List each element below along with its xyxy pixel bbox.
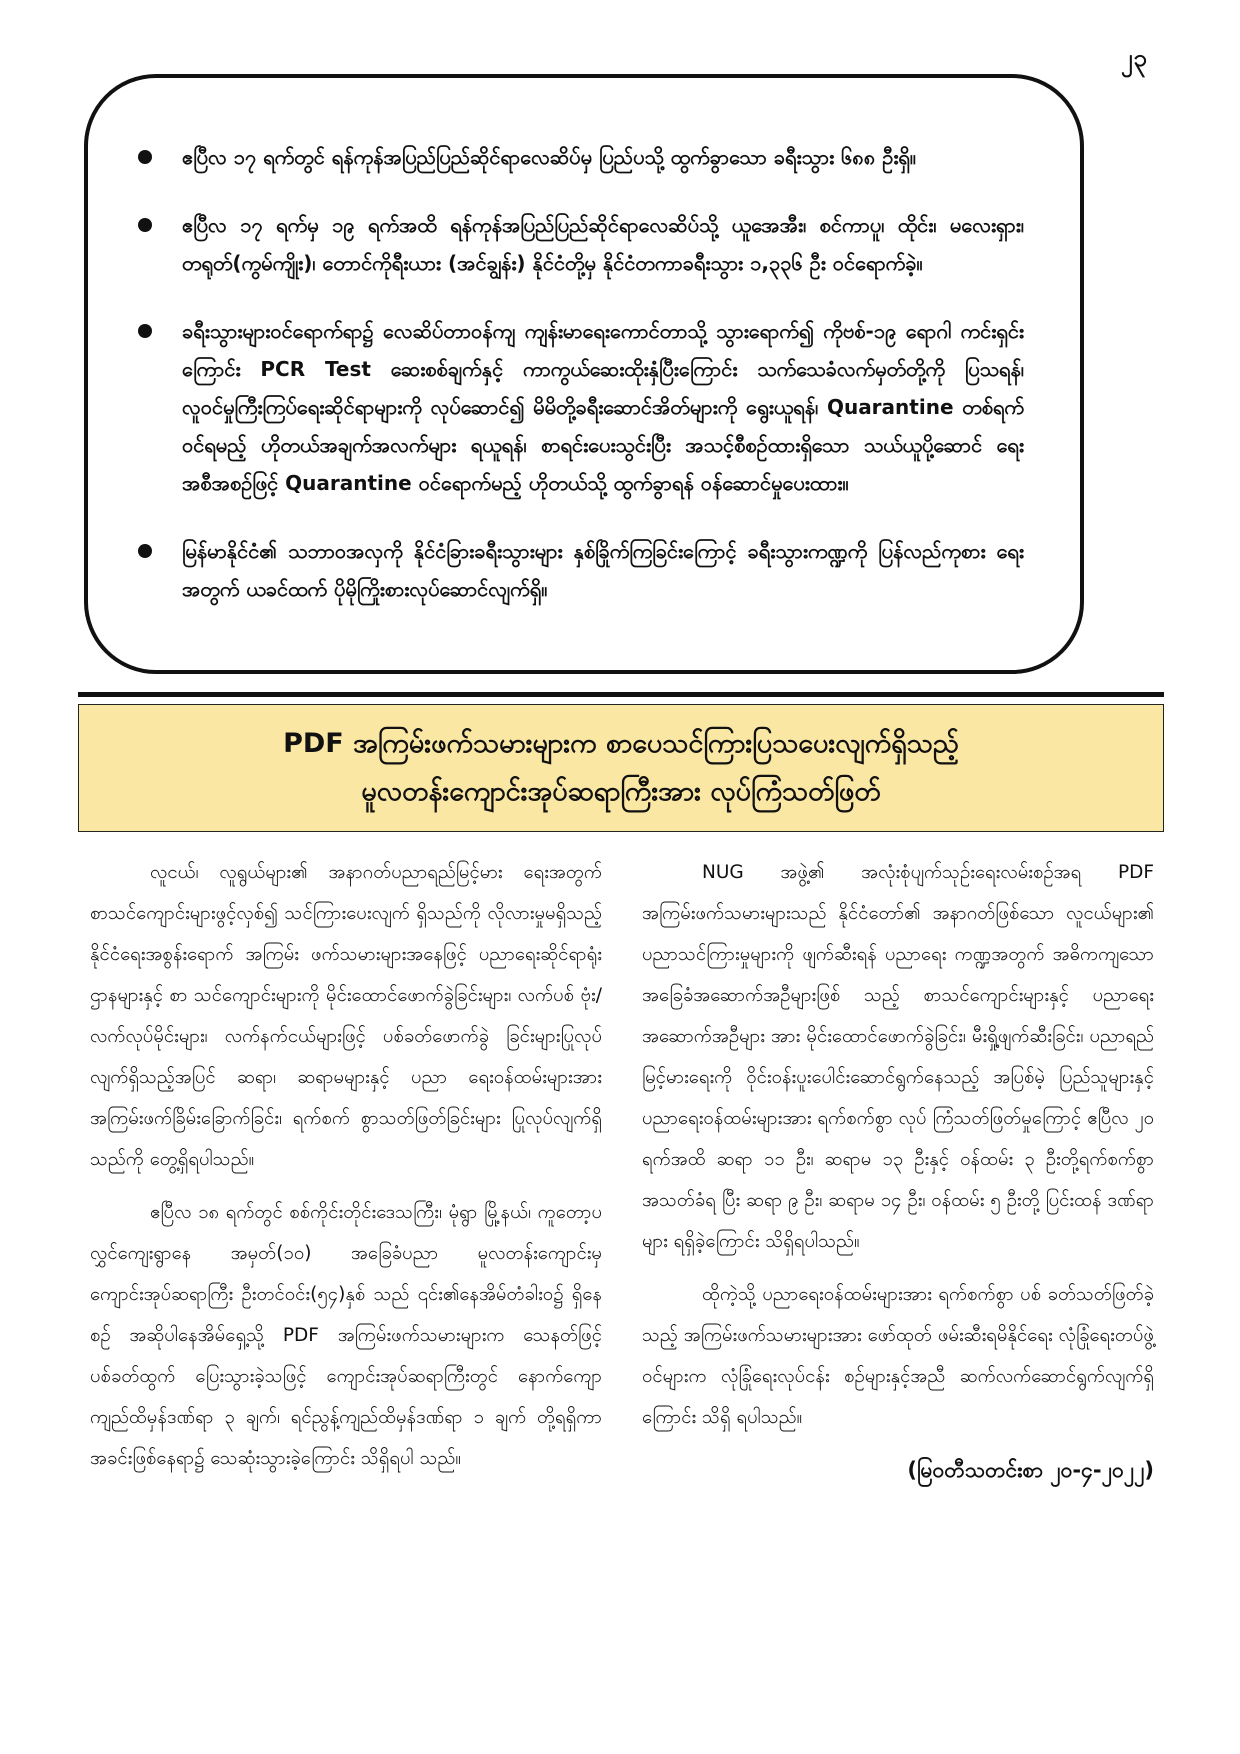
summary-item-text: ခရီးသွားများဝင်ရောက်ရာ၌ လေဆိပ်တာဝန်ကျ ကျန်းမာရေးကောင်တာသို့ သွားရောက်၍ ကိုဗစ်-၁၉ ရောဂါ ကင်းရှင်းကြောင်း PCR Test ဆေးစစ်ချက်နှင့် ကာကွယ်ဆေးထိုးနှံပြီးကြောင်း သက်သေခံလက်မှတ်တို့ကို ပြသရန်၊ လူဝင်မှုကြီးကြပ်ရေးဆိုင်ရာများကို လုပ်ဆောင်၍ မိမိတို့ခရီးဆောင်အိတ်များကို ရွေးယူရန်၊ Quarantine တစ်ရက် ဝင်ရမည့် ဟိုတယ်အချက်အလက်များ ရယူရန်၊ စာရင်းပေးသွင်းပြီး အသင့်စီစဉ်ထားရှိသော သယ်ယူပို့ဆောင် ရေးအစီအစဉ်ဖြင့် Quarantine ဝင်ရောက်မည့် ဟိုတယ်သို့ ထွက်ခွာရန် ဝန်ဆောင်မှုပေးထား။ xyxy=(182,319,1024,495)
article-source: (မြဝတီသတင်းစာ ၂၀-၄-၂၀၂၂) xyxy=(907,1458,1154,1482)
summary-item-text: ဧပြီလ ၁၇ ရက်မှ ၁၉ ရက်အထိ ရန်ကုန်အပြည်ပြည်ဆိုင်ရာလေဆိပ်သို့ ယူအေအီး၊ စင်ကာပူ၊ ထိုင်း၊ မလေးရှား၊ တရုတ်(ကွမ်ကျိုး)၊ တောင်ကိုရီးယား (အင်ချွန်း) နိုင်ငံတို့မှ နိုင်ငံတကာခရီးသွား ၁,၃၃၆ ဦး ဝင်ရောက်ခဲ့။ xyxy=(182,213,1024,275)
headline-line-2: မူလတန်းကျောင်းအုပ်ဆရာကြီးအား လုပ်ကြံသတ်ဖြတ် xyxy=(361,776,881,807)
left-column xyxy=(90,852,602,1682)
summary-item xyxy=(138,206,1024,282)
summary-item-text: မြန်မာနိုင်ငံ၏ သဘာဝအလှကို နိုင်ငံခြားခရီးသွားများ နှစ်ခြိုက်ကြခြင်းကြောင့် ခရီးသွားကဏ္ဍကို ပြန်လည်ကုစား ရေးအတွက် ယခင်ထက် ပိုမိုကြိုးစားလုပ်ဆောင်လျက်ရှိ။ xyxy=(182,539,1024,601)
right-column xyxy=(642,852,1154,1682)
bullet-icon xyxy=(138,324,152,338)
summary-list xyxy=(138,138,1024,608)
article-body xyxy=(90,852,1154,1682)
article-paragraph: လူငယ်၊ လူရွယ်များ၏ အနာဂတ်ပညာရည်မြင့်မား ရေးအတွက် စာသင်ကျောင်းများဖွင့်လှစ်၍ သင်ကြားပေးလျက် ရှိသည်ကို လိုလားမှုမရှိသည့် နိုင်ငံရေးအစွန်းရောက် အကြမ်း ဖက်သမားများအနေဖြင့် ပညာရေးဆိုင်ရာရုံးဌာနများနှင့် စာ သင်ကျောင်းများကို မိုင်းထောင်ဖောက်ခွဲခြင်းများ၊ လက်ပစ် ဗုံး/လက်လုပ်မိုင်းများ၊ လက်နက်ငယ်များဖြင့် ပစ်ခတ်ဖောက်ခွဲ ခြင်းများပြုလုပ်လျက်ရှိသည့်အပြင် ဆရာ၊ ဆရာမများနှင့် ပညာ ရေးဝန်ထမ်းများအား အကြမ်းဖက်ခြိမ်းခြောက်ခြင်း၊ ရက်စက် စွာသတ်ဖြတ်ခြင်းများ ပြုလုပ်လျက်ရှိသည်ကို တွေ့ရှိရပါသည်။ xyxy=(90,862,602,1170)
article-paragraph: NUG အဖွဲ့၏ အလုံးစုံပျက်သုဉ်းရေးလမ်းစဉ်အရ PDF အကြမ်းဖက်သမားများသည် နိုင်ငံတော်၏ အနာဂတ်ဖြစ်သော လူငယ်များ၏ ပညာသင်ကြားမှုများကို ဖျက်ဆီးရန် ပညာရေး ကဏ္ဍအတွက် အဓိကကျသော အခြေခံအဆောက်အဦများဖြစ် သည့် စာသင်ကျောင်းများနှင့် ပညာရေးအဆောက်အဦများ အား မိုင်းထောင်ဖောက်ခွဲခြင်း၊ မီးရှို့ဖျက်ဆီးခြင်း၊ ပညာရည် မြင့်မားရေးကို ဝိုင်းဝန်းပူးပေါင်းဆောင်ရွက်နေသည့် အပြစ်မဲ့ ပြည်သူများနှင့် ပညာရေးဝန်ထမ်းများအား ရက်စက်စွာ လုပ် ကြံသတ်ဖြတ်မှုကြောင့် ဧပြီလ ၂၀ ရက်အထိ ဆရာ ၁၁ ဦး၊ ဆရာမ ၁၃ ဦးနှင့် ဝန်ထမ်း ၃ ဦးတို့ရက်စက်စွာ အသတ်ခံရ ပြီး ဆရာ ၉ ဦး၊ ဆရာမ ၁၄ ဦး၊ ဝန်ထမ်း ၅ ဦးတို့ ပြင်းထန် ဒဏ်ရာများ ရရှိခဲ့ကြောင်း သိရှိရပါသည်။ xyxy=(642,862,1154,1252)
summary-item xyxy=(138,532,1024,608)
article-paragraph: ဧပြီလ ၁၈ ရက်တွင် စစ်ကိုင်းတိုင်းဒေသကြီး၊ မုံရွာ မြို့နယ်၊ ကူတော့ပလွှင်ကျေးရွာနေ အမှတ်(၁၀) အခြေခံပညာ မူလတန်းကျောင်းမှ ကျောင်းအုပ်ဆရာကြီး ဦးတင်ဝင်း(၅၄)နှစ် သည် ၎င်း၏နေအိမ်တံခါးဝ၌ ရှိနေစဉ် အဆိုပါနေအိမ်ရှေ့သို့ PDF အကြမ်းဖက်သမားများက သေနတ်ဖြင့် ပစ်ခတ်ထွက် ပြေးသွားခဲ့သဖြင့် ကျောင်းအုပ်ဆရာကြီးတွင် နောက်ကျော ကျည်ထိမှန်ဒဏ်ရာ ၃ ချက်၊ ရင်ညွန့်ကျည်ထိမှန်ဒဏ်ရာ ၁ ချက် တို့ရရှိကာ အခင်းဖြစ်နေရာ၌ သေဆုံးသွားခဲ့ကြောင်း သိရှိရပါ သည်။ xyxy=(90,1202,602,1469)
summary-box xyxy=(84,74,1084,674)
bullet-icon xyxy=(138,218,152,232)
article-paragraph: ထိုကဲ့သို့ ပညာရေးဝန်ထမ်းများအား ရက်စက်စွာ ပစ် ခတ်သတ်ဖြတ်ခဲ့သည့် အကြမ်းဖက်သမားများအား ဖော်ထုတ် ဖမ်းဆီးရမိနိုင်ရေး လုံခြုံရေးတပ်ဖွဲ့ဝင်များက လုံခြုံရေးလုပ်ငန်း စဉ်များနှင့်အညီ ဆက်လက်ဆောင်ရွက်လျက်ရှိကြောင်း သိရှိ ရပါသည်။ xyxy=(642,1284,1154,1428)
article-headline xyxy=(78,704,1164,832)
headline-line-1: PDF အကြမ်းဖက်သမားများက စာပေသင်ကြားပြသပေးလျက်ရှိသည့် xyxy=(283,728,959,759)
summary-item-text: ဧပြီလ ၁၇ ရက်တွင် ရန်ကုန်အပြည်ပြည်ဆိုင်ရာလေဆိပ်မှ ပြည်ပသို့ ထွက်ခွာသော ခရီးသွား ၆၈၈ ဦးရှိ။ xyxy=(182,145,916,169)
section-divider xyxy=(78,692,1164,697)
bullet-icon xyxy=(138,150,152,164)
summary-item xyxy=(138,312,1024,502)
bullet-icon xyxy=(138,544,152,558)
page-number: ၂၃ xyxy=(1120,44,1148,72)
summary-item xyxy=(138,138,1024,176)
